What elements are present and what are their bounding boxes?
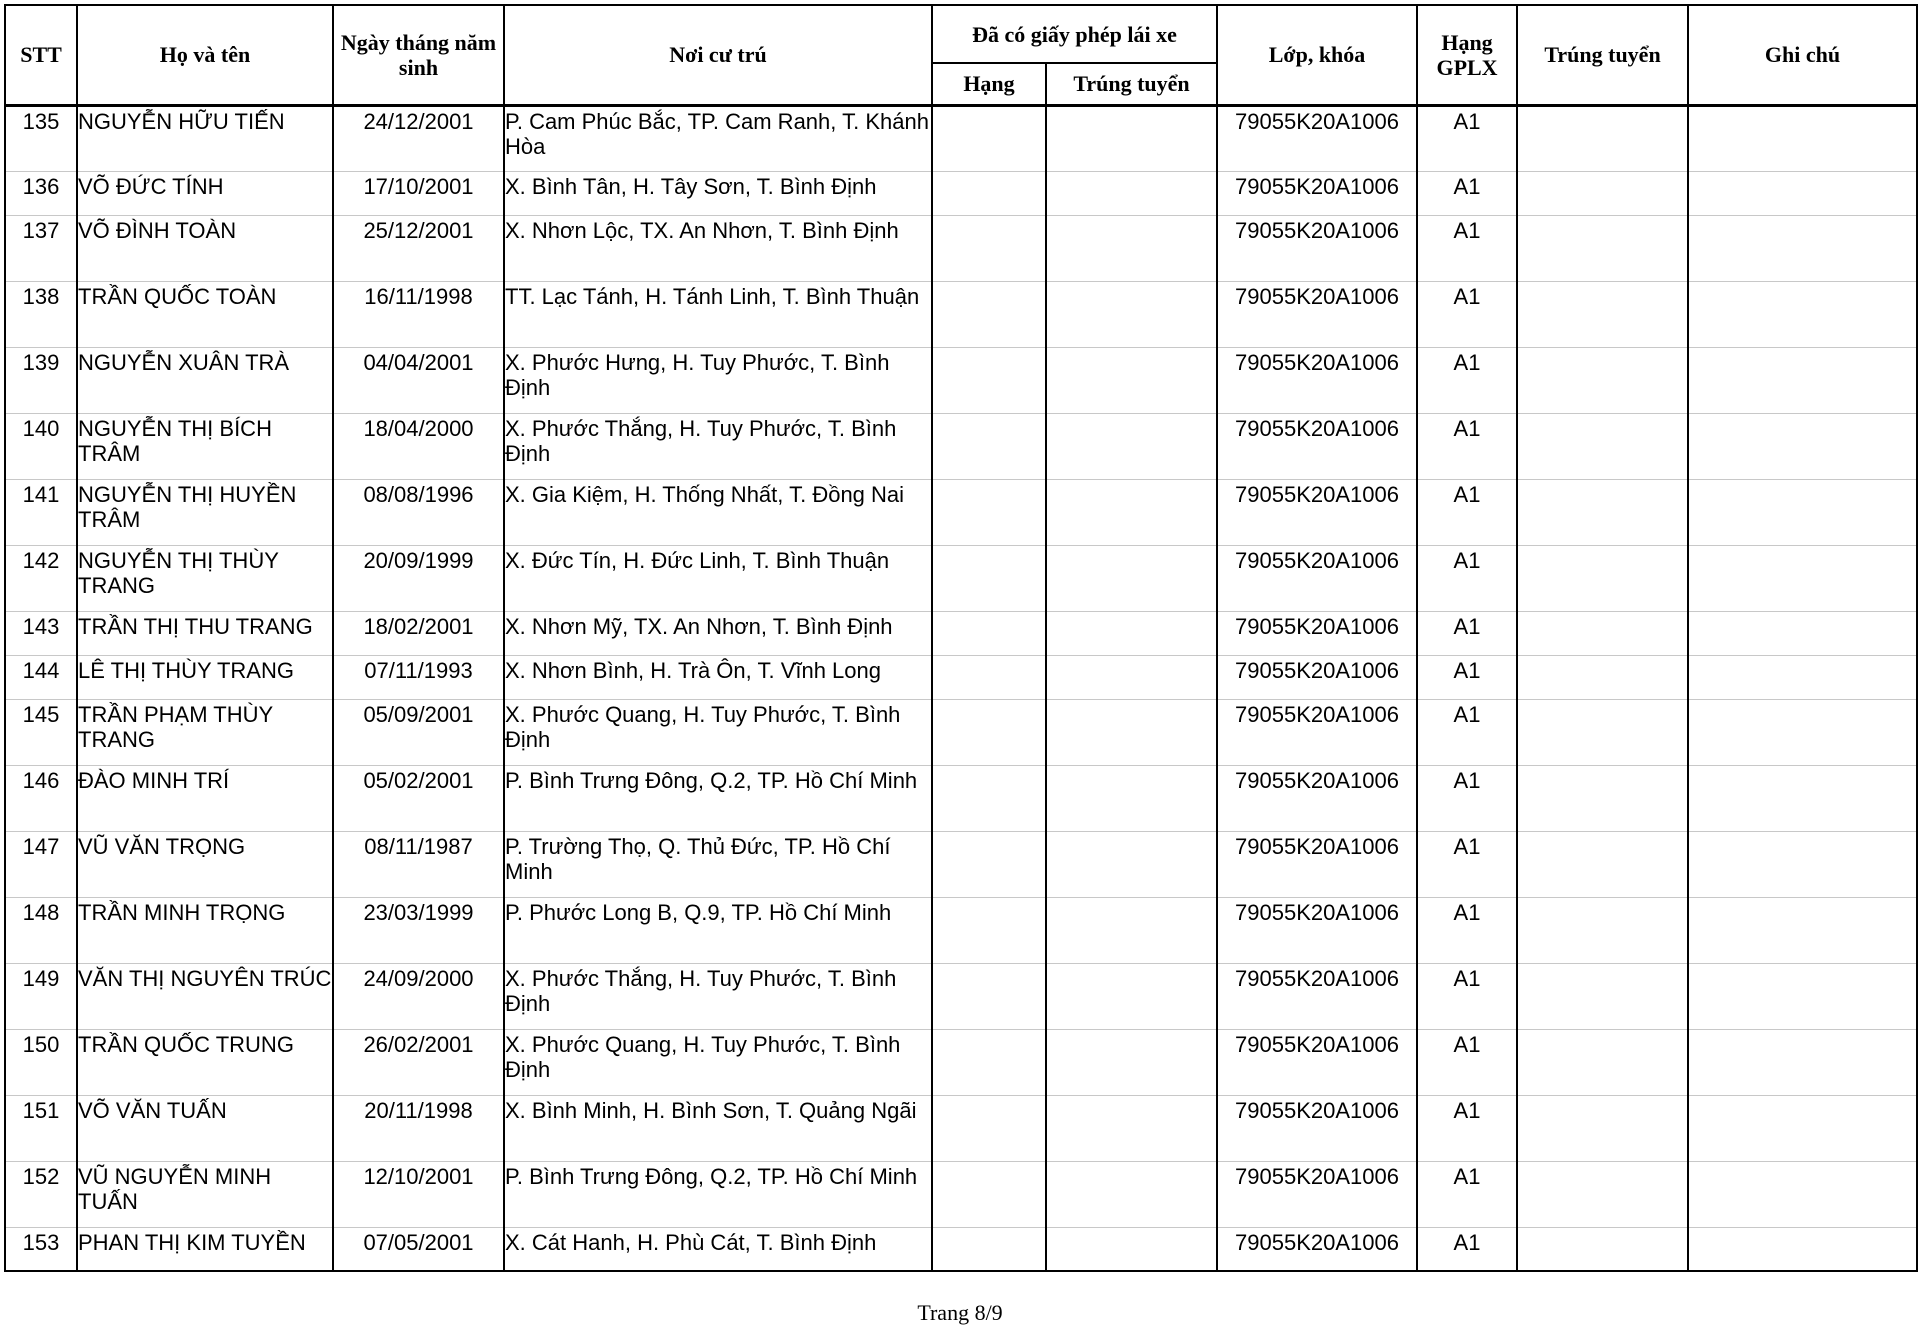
cell-license-admit <box>1046 699 1217 765</box>
cell-admitted <box>1517 479 1688 545</box>
cell-name: ĐÀO MINH TRÍ <box>77 765 333 831</box>
table-row <box>5 281 1917 347</box>
cell-admitted <box>1517 413 1688 479</box>
cell-dob: 23/03/1999 <box>333 897 504 963</box>
cell-class-course: 79055K20A1006 <box>1217 1161 1417 1227</box>
cell-address: P. Bình Trưng Đông, Q.2, TP. Hồ Chí Minh <box>504 765 932 831</box>
cell-class-course: 79055K20A1006 <box>1217 897 1417 963</box>
cell-name: NGUYỄN THỊ BÍCH TRÂM <box>77 413 333 479</box>
table-row <box>5 347 1917 413</box>
cell-class-course: 79055K20A1006 <box>1217 105 1417 171</box>
cell-license-admit <box>1046 765 1217 831</box>
cell-name: TRẦN MINH TRỌNG <box>77 897 333 963</box>
cell-notes <box>1688 611 1917 655</box>
cell-class-course: 79055K20A1006 <box>1217 831 1417 897</box>
table-row <box>5 1029 1917 1095</box>
cell-dob: 07/11/1993 <box>333 655 504 699</box>
cell-gplx: A1 <box>1417 1095 1517 1161</box>
cell-admitted <box>1517 281 1688 347</box>
table-row <box>5 413 1917 479</box>
cell-name: VĂN THỊ NGUYÊN TRÚC <box>77 963 333 1029</box>
cell-dob: 24/09/2000 <box>333 963 504 1029</box>
cell-dob: 25/12/2001 <box>333 215 504 281</box>
cell-license-class <box>932 699 1046 765</box>
cell-admitted <box>1517 1095 1688 1161</box>
cell-class-course: 79055K20A1006 <box>1217 699 1417 765</box>
cell-admitted <box>1517 171 1688 215</box>
cell-admitted <box>1517 1029 1688 1095</box>
cell-gplx: A1 <box>1417 655 1517 699</box>
cell-license-class <box>932 611 1046 655</box>
cell-license-class <box>932 347 1046 413</box>
table-row <box>5 1161 1917 1227</box>
cell-name: LÊ THỊ THÙY TRANG <box>77 655 333 699</box>
cell-name: NGUYỄN THỊ THÙY TRANG <box>77 545 333 611</box>
cell-notes <box>1688 831 1917 897</box>
cell-class-course: 79055K20A1006 <box>1217 655 1417 699</box>
cell-stt: 153 <box>5 1227 77 1271</box>
cell-class-course: 79055K20A1006 <box>1217 1029 1417 1095</box>
cell-notes <box>1688 765 1917 831</box>
cell-stt: 146 <box>5 765 77 831</box>
cell-notes <box>1688 1095 1917 1161</box>
cell-gplx: A1 <box>1417 215 1517 281</box>
cell-notes <box>1688 897 1917 963</box>
cell-license-class <box>932 479 1046 545</box>
cell-dob: 07/05/2001 <box>333 1227 504 1271</box>
header-stt: STT <box>5 5 77 105</box>
table-row <box>5 171 1917 215</box>
cell-stt: 135 <box>5 105 77 171</box>
cell-name: NGUYỄN XUÂN TRÀ <box>77 347 333 413</box>
cell-dob: 18/04/2000 <box>333 413 504 479</box>
cell-stt: 152 <box>5 1161 77 1227</box>
cell-gplx: A1 <box>1417 347 1517 413</box>
cell-dob: 24/12/2001 <box>333 105 504 171</box>
cell-class-course: 79055K20A1006 <box>1217 1095 1417 1161</box>
cell-gplx: A1 <box>1417 479 1517 545</box>
cell-gplx: A1 <box>1417 699 1517 765</box>
cell-name: TRẦN THỊ THU TRANG <box>77 611 333 655</box>
cell-stt: 143 <box>5 611 77 655</box>
cell-license-admit <box>1046 413 1217 479</box>
cell-license-admit <box>1046 545 1217 611</box>
cell-address: X. Đức Tín, H. Đức Linh, T. Bình Thuận <box>504 545 932 611</box>
cell-license-admit <box>1046 1227 1217 1271</box>
cell-name: VŨ VĂN TRỌNG <box>77 831 333 897</box>
cell-license-admit <box>1046 1029 1217 1095</box>
cell-license-admit <box>1046 611 1217 655</box>
cell-admitted <box>1517 105 1688 171</box>
cell-address: X. Phước Quang, H. Tuy Phước, T. Bình Định <box>504 1029 932 1095</box>
cell-name: NGUYỄN THỊ HUYỀN TRÂM <box>77 479 333 545</box>
candidate-table <box>4 4 1918 1272</box>
cell-gplx: A1 <box>1417 281 1517 347</box>
cell-license-class <box>932 105 1046 171</box>
cell-stt: 148 <box>5 897 77 963</box>
cell-address: P. Phước Long B, Q.9, TP. Hồ Chí Minh <box>504 897 932 963</box>
cell-class-course: 79055K20A1006 <box>1217 171 1417 215</box>
cell-admitted <box>1517 1161 1688 1227</box>
cell-dob: 17/10/2001 <box>333 171 504 215</box>
cell-class-course: 79055K20A1006 <box>1217 479 1417 545</box>
cell-stt: 150 <box>5 1029 77 1095</box>
cell-address: X. Gia Kiệm, H. Thống Nhất, T. Đồng Nai <box>504 479 932 545</box>
cell-dob: 16/11/1998 <box>333 281 504 347</box>
cell-class-course: 79055K20A1006 <box>1217 215 1417 281</box>
cell-license-admit <box>1046 655 1217 699</box>
cell-notes <box>1688 1161 1917 1227</box>
cell-dob: 08/08/1996 <box>333 479 504 545</box>
header-license-group: Đã có giấy phép lái xe <box>932 5 1217 63</box>
cell-admitted <box>1517 545 1688 611</box>
cell-admitted <box>1517 655 1688 699</box>
cell-stt: 141 <box>5 479 77 545</box>
cell-address: P. Trường Thọ, Q. Thủ Đức, TP. Hồ Chí Minh <box>504 831 932 897</box>
cell-address: X. Nhơn Lộc, TX. An Nhơn, T. Bình Định <box>504 215 932 281</box>
cell-admitted <box>1517 765 1688 831</box>
header-license-admit: Trúng tuyển <box>1046 63 1217 105</box>
cell-dob: 18/02/2001 <box>333 611 504 655</box>
cell-address: X. Bình Tân, H. Tây Sơn, T. Bình Định <box>504 171 932 215</box>
cell-class-course: 79055K20A1006 <box>1217 545 1417 611</box>
cell-license-class <box>932 963 1046 1029</box>
cell-admitted <box>1517 215 1688 281</box>
cell-license-admit <box>1046 281 1217 347</box>
cell-dob: 20/11/1998 <box>333 1095 504 1161</box>
cell-license-admit <box>1046 1095 1217 1161</box>
cell-license-class <box>932 413 1046 479</box>
cell-class-course: 79055K20A1006 <box>1217 281 1417 347</box>
cell-gplx: A1 <box>1417 765 1517 831</box>
cell-stt: 147 <box>5 831 77 897</box>
cell-address: X. Phước Thắng, H. Tuy Phước, T. Bình Định <box>504 963 932 1029</box>
header-notes: Ghi chú <box>1688 5 1917 105</box>
cell-notes <box>1688 215 1917 281</box>
cell-gplx: A1 <box>1417 611 1517 655</box>
header-class-course: Lớp, khóa <box>1217 5 1417 105</box>
cell-gplx: A1 <box>1417 1029 1517 1095</box>
cell-license-class <box>932 1029 1046 1095</box>
cell-name: VÕ ĐÌNH TOÀN <box>77 215 333 281</box>
cell-license-admit <box>1046 1161 1217 1227</box>
cell-license-class <box>932 655 1046 699</box>
cell-stt: 136 <box>5 171 77 215</box>
cell-admitted <box>1517 897 1688 963</box>
cell-gplx: A1 <box>1417 413 1517 479</box>
cell-name: TRẦN PHẠM THÙY TRANG <box>77 699 333 765</box>
cell-gplx: A1 <box>1417 963 1517 1029</box>
table-row <box>5 897 1917 963</box>
cell-stt: 149 <box>5 963 77 1029</box>
cell-admitted <box>1517 699 1688 765</box>
cell-stt: 142 <box>5 545 77 611</box>
cell-gplx: A1 <box>1417 171 1517 215</box>
table-row <box>5 1227 1917 1271</box>
cell-name: PHAN THỊ KIM TUYỀN <box>77 1227 333 1271</box>
cell-notes <box>1688 655 1917 699</box>
cell-license-class <box>932 215 1046 281</box>
header-dob: Ngày tháng năm sinh <box>333 5 504 105</box>
header-address: Nơi cư trú <box>504 5 932 105</box>
cell-dob: 26/02/2001 <box>333 1029 504 1095</box>
cell-admitted <box>1517 611 1688 655</box>
cell-notes <box>1688 413 1917 479</box>
cell-notes <box>1688 479 1917 545</box>
cell-name: TRẦN QUỐC TOÀN <box>77 281 333 347</box>
table-row <box>5 479 1917 545</box>
cell-license-class <box>932 171 1046 215</box>
cell-license-admit <box>1046 831 1217 897</box>
cell-license-class <box>932 1161 1046 1227</box>
cell-class-course: 79055K20A1006 <box>1217 963 1417 1029</box>
header-admitted: Trúng tuyển <box>1517 5 1688 105</box>
cell-name: VÕ VĂN TUẤN <box>77 1095 333 1161</box>
cell-address: P. Bình Trưng Đông, Q.2, TP. Hồ Chí Minh <box>504 1161 932 1227</box>
cell-name: TRẦN QUỐC TRUNG <box>77 1029 333 1095</box>
cell-class-course: 79055K20A1006 <box>1217 347 1417 413</box>
cell-name: VÕ ĐỨC TÍNH <box>77 171 333 215</box>
header-license-class: Hạng <box>932 63 1046 105</box>
cell-license-admit <box>1046 215 1217 281</box>
table-row <box>5 963 1917 1029</box>
cell-license-admit <box>1046 897 1217 963</box>
cell-dob: 05/02/2001 <box>333 765 504 831</box>
cell-address: TT. Lạc Tánh, H. Tánh Linh, T. Bình Thuận <box>504 281 932 347</box>
cell-license-admit <box>1046 963 1217 1029</box>
cell-admitted <box>1517 963 1688 1029</box>
table-row <box>5 215 1917 281</box>
cell-license-admit <box>1046 479 1217 545</box>
cell-stt: 144 <box>5 655 77 699</box>
cell-address: X. Phước Thắng, H. Tuy Phước, T. Bình Định <box>504 413 932 479</box>
cell-notes <box>1688 545 1917 611</box>
cell-notes <box>1688 699 1917 765</box>
cell-license-class <box>932 831 1046 897</box>
cell-dob: 04/04/2001 <box>333 347 504 413</box>
cell-address: X. Phước Quang, H. Tuy Phước, T. Bình Định <box>504 699 932 765</box>
cell-dob: 12/10/2001 <box>333 1161 504 1227</box>
cell-notes <box>1688 1029 1917 1095</box>
cell-admitted <box>1517 831 1688 897</box>
cell-class-course: 79055K20A1006 <box>1217 765 1417 831</box>
cell-notes <box>1688 347 1917 413</box>
cell-gplx: A1 <box>1417 545 1517 611</box>
cell-gplx: A1 <box>1417 105 1517 171</box>
table-row <box>5 831 1917 897</box>
cell-notes <box>1688 1227 1917 1271</box>
cell-gplx: A1 <box>1417 1161 1517 1227</box>
cell-notes <box>1688 171 1917 215</box>
cell-class-course: 79055K20A1006 <box>1217 1227 1417 1271</box>
table-row <box>5 545 1917 611</box>
table-row <box>5 611 1917 655</box>
cell-notes <box>1688 281 1917 347</box>
cell-class-course: 79055K20A1006 <box>1217 611 1417 655</box>
cell-admitted <box>1517 1227 1688 1271</box>
cell-license-admit <box>1046 347 1217 413</box>
cell-stt: 138 <box>5 281 77 347</box>
cell-stt: 151 <box>5 1095 77 1161</box>
cell-name: NGUYỄN HỮU TIẾN <box>77 105 333 171</box>
cell-license-class <box>932 765 1046 831</box>
cell-notes <box>1688 963 1917 1029</box>
cell-dob: 08/11/1987 <box>333 831 504 897</box>
cell-address: X. Bình Minh, H. Bình Sơn, T. Quảng Ngãi <box>504 1095 932 1161</box>
cell-license-class <box>932 897 1046 963</box>
cell-address: X. Nhơn Mỹ, TX. An Nhơn, T. Bình Định <box>504 611 932 655</box>
cell-license-admit <box>1046 171 1217 215</box>
cell-license-class <box>932 1095 1046 1161</box>
cell-license-class <box>932 281 1046 347</box>
cell-gplx: A1 <box>1417 897 1517 963</box>
table-row <box>5 655 1917 699</box>
table-row <box>5 699 1917 765</box>
cell-class-course: 79055K20A1006 <box>1217 413 1417 479</box>
cell-license-admit <box>1046 105 1217 171</box>
cell-stt: 139 <box>5 347 77 413</box>
table-header <box>5 5 1917 105</box>
table-body <box>5 105 1917 1271</box>
cell-address: X. Cát Hanh, H. Phù Cát, T. Bình Định <box>504 1227 932 1271</box>
table-row <box>5 105 1917 171</box>
header-name: Họ và tên <box>77 5 333 105</box>
cell-dob: 05/09/2001 <box>333 699 504 765</box>
cell-name: VŨ NGUYỄN MINH TUẤN <box>77 1161 333 1227</box>
cell-notes <box>1688 105 1917 171</box>
cell-gplx: A1 <box>1417 1227 1517 1271</box>
table-row <box>5 765 1917 831</box>
page-number: Trang 8/9 <box>917 1300 1003 1325</box>
header-gplx: Hạng GPLX <box>1417 5 1517 105</box>
cell-stt: 137 <box>5 215 77 281</box>
cell-stt: 140 <box>5 413 77 479</box>
cell-stt: 145 <box>5 699 77 765</box>
table-row <box>5 1095 1917 1161</box>
cell-license-class <box>932 545 1046 611</box>
cell-address: X. Nhơn Bình, H. Trà Ôn, T. Vĩnh Long <box>504 655 932 699</box>
cell-dob: 20/09/1999 <box>333 545 504 611</box>
cell-address: P. Cam Phúc Bắc, TP. Cam Ranh, T. Khánh Hòa <box>504 105 932 171</box>
cell-address: X. Phước Hưng, H. Tuy Phước, T. Bình Định <box>504 347 932 413</box>
cell-license-class <box>932 1227 1046 1271</box>
cell-admitted <box>1517 347 1688 413</box>
cell-gplx: A1 <box>1417 831 1517 897</box>
